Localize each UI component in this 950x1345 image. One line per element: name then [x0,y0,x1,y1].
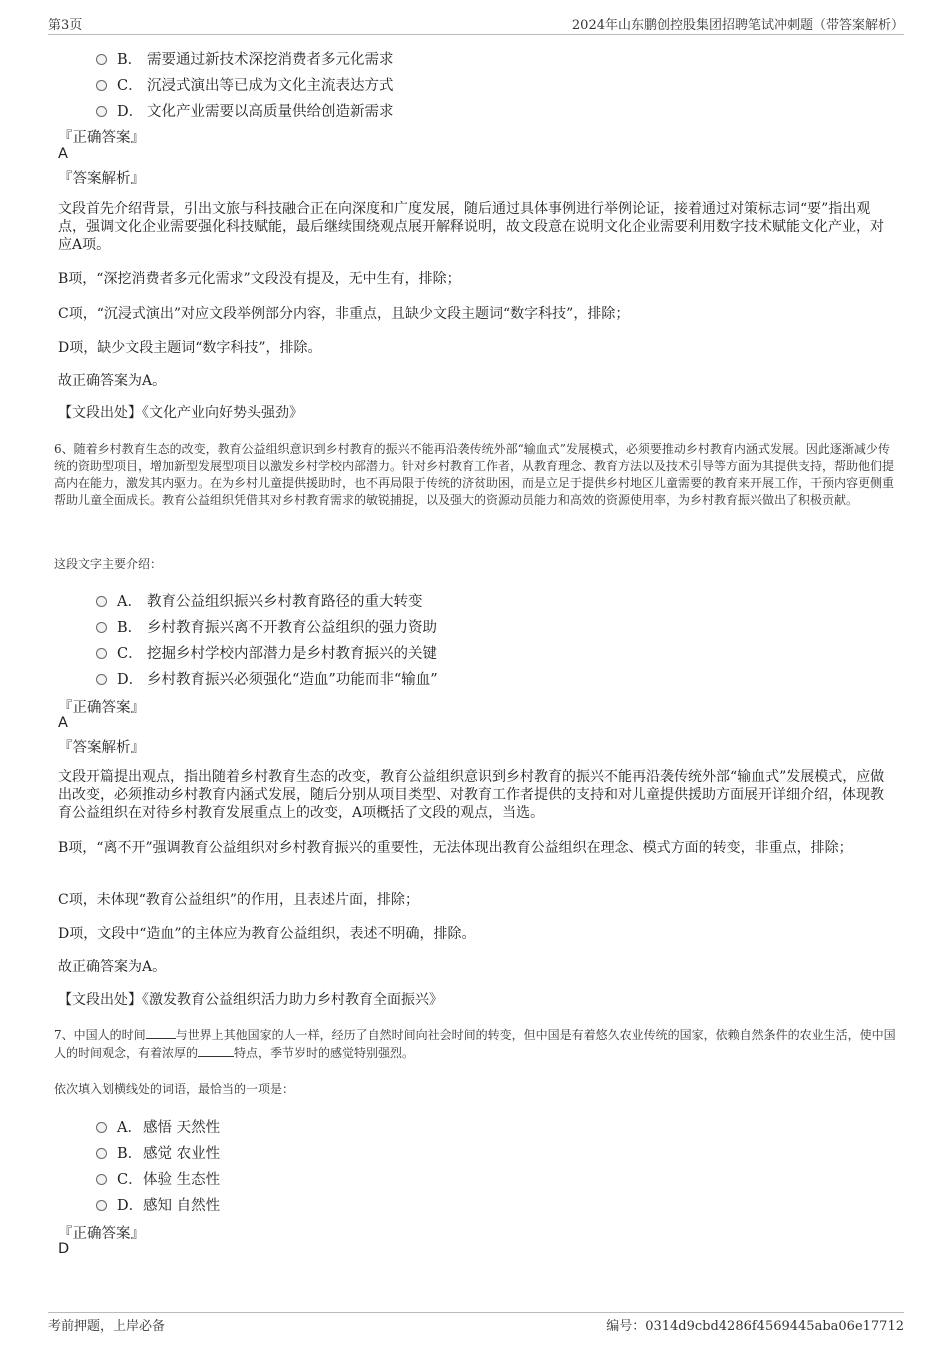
fill-blank-1 [146,1026,176,1039]
page-number: 第3页 [48,18,83,33]
radio-icon[interactable] [96,106,107,117]
radio-icon[interactable] [96,674,107,685]
q5-analysis-main: 文段首先介绍背景，引出文旅与科技融合正在向深度和广度发展，随后通过具体事例进行举例论证，接着通过对策标志词“要”指出观点，强调文化企业需要强化科技赋能，最后继续围绕观点展开解释说明，故文段意在说明文化企业需要利用数字技术赋能文化产业，对应A项。 [58,201,884,253]
q6-analysis-d: D项，文段中“造血”的主体应为教育公益组织，表述不明确，排除。 [58,926,476,942]
radio-icon[interactable] [96,80,107,91]
q5-option-d[interactable]: D． 文化产业需要以高质量供给创造新需求 [96,100,394,121]
radio-icon[interactable] [96,1122,107,1133]
q6-stem: 6、随着乡村教育生态的改变，教育公益组织意识到乡村教育的振兴不能再沿袭传统外部“输血式”发展模式，必须要推动乡村教育内涵式发展。因此逐渐减少传统的资助型项目，增加新型发展型项目以激发乡村学校内部潜力。针对乡村教育工作者，从教育理念、教育方法以及技术引导等方面为其提供支持，帮助他们提高内在能力，激发其内驱力。在为乡村儿童提供援助时，也不再局限于传统的济贫助困，而是立足于提供乡村地区儿童需要的教育来开展工作，干预内容更侧重帮助儿童全面成长。教育公益组织凭借其对乡村教育需求的敏锐捕捉，以及强大的资源动员能力和高效的资源使用率，为乡村教育振兴做出了积极贡献。 [54,442,895,507]
radio-icon[interactable] [96,1174,107,1185]
q5-analysis-label: 『答案解析』 [58,171,145,187]
radio-icon[interactable] [96,622,107,633]
q5-option-b[interactable]: B． 需要通过新技术深挖消费者多元化需求 [96,48,394,69]
q7-option-c[interactable]: C．体验 生态性 [96,1168,220,1189]
q6-analysis-b: B项，“离不开”强调教育公益组织对乡村教育振兴的重要性，无法体现出教育公益组织在理念、模式方面的转变，非重点，排除； [58,840,853,856]
radio-icon[interactable] [96,596,107,607]
q5-answer: A [58,146,68,162]
q5-analysis-d: D项，缺少文段主题词“数字科技”，排除。 [58,340,322,356]
q7-option-a[interactable]: A．感悟 天然性 [96,1116,220,1137]
q6-conclusion: 故正确答案为A。 [58,959,167,975]
document-id: 编号：0314d9cbd4286f4569445aba06e17712 [606,1319,904,1334]
q5-analysis-b: B项，“深挖消费者多元化需求”文段没有提及，无中生有，排除； [58,271,461,287]
q5-analysis-c: C项，“沉浸式演出”对应文段举例部分内容，非重点，且缺少文段主题词“数字科技”，排除； [58,306,630,322]
q7-stem: 7、中国人的时间 与世界上其他国家的人一样，经历了自然时间向社会时间的转变，但中国是有着悠久农业传统的国家，依赖自然条件的农业生活，使中国人的时间观念，有着浓厚的 特点，季节岁时的感觉特别强烈。 [54,1028,896,1060]
q6-analysis-label: 『答案解析』 [58,740,145,756]
fill-blank-2 [198,1044,234,1057]
q6-analysis-c: C项，未体现“教育公益组织”的作用，且表述片面，排除； [58,892,420,908]
q7-answer-label: 『正确答案』 [58,1226,145,1242]
q6-option-c[interactable]: C． 挖掘乡村学校内部潜力是乡村教育振兴的关键 [96,642,437,663]
radio-icon[interactable] [96,1200,107,1211]
q5-option-c[interactable]: C． 沉浸式演出等已成为文化主流表达方式 [96,74,394,95]
radio-icon[interactable] [96,1148,107,1159]
footer-slogan: 考前押题，上岸必备 [48,1319,166,1334]
q6-option-b[interactable]: B． 乡村教育振兴离不开教育公益组织的强力资助 [96,616,437,637]
radio-icon[interactable] [96,54,107,65]
q6-answer: A [58,715,68,731]
q6-option-a[interactable]: A． 教育公益组织振兴乡村教育路径的重大转变 [96,590,423,611]
page-header [48,14,904,35]
q7-answer: D [58,1241,70,1257]
q5-conclusion: 故正确答案为A。 [58,373,167,389]
q6-answer-label: 『正确答案』 [58,700,145,716]
q7-prompt: 依次填入划横线处的词语，最恰当的一项是： [54,1082,295,1096]
q6-option-d[interactable]: D． 乡村教育振兴必须强化“造血”功能而非“输血” [96,668,438,689]
radio-icon[interactable] [96,648,107,659]
q7-option-b[interactable]: B．感觉 农业性 [96,1142,220,1163]
q6-analysis-main: 文段开篇提出观点，指出随着乡村教育生态的改变，教育公益组织意识到乡村教育的振兴不能再沿袭传统外部“输血式”发展模式，应做出改变，必须推动乡村教育内涵式发展，随后分别从项目类型、对教育工作者提供的支持和对儿童提供援助方面展开详细介绍，体现教育公益组织在对待乡村教育发展重点上的改变，A项概括了文段的观点，当选。 [58,769,885,821]
page-footer [48,1312,904,1335]
document-title: 2024年山东鹏创控股集团招聘笔试冲刺题（带答案解析） [571,18,904,33]
q6-source: 【文段出处】《激发教育公益组织活力助力乡村教育全面振兴》 [58,992,443,1008]
q5-source: 【文段出处】《文化产业向好势头强劲》 [58,405,303,421]
q6-prompt: 这段文字主要介绍： [54,557,163,571]
q5-answer-label: 『正确答案』 [58,130,145,146]
q7-option-d[interactable]: D．感知 自然性 [96,1194,220,1215]
